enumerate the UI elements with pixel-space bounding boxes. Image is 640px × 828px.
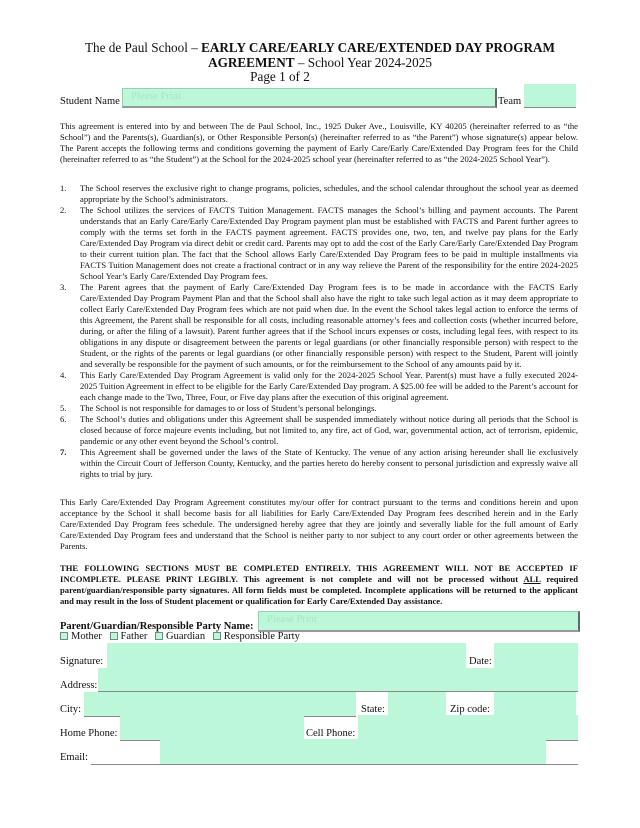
term-number: 3.	[60, 282, 67, 292]
notice-emphasis: ALL	[523, 574, 541, 584]
city-label: City:	[60, 704, 82, 715]
term-item	[60, 370, 578, 403]
term-number: 1.	[60, 183, 67, 193]
title-prefix: The de Paul School –	[84, 40, 202, 55]
city-field[interactable]	[84, 692, 356, 716]
parent-name-label: Parent/Guardian/Responsible Party Name:	[60, 621, 254, 632]
page-indicator: Page 1 of 2	[250, 69, 310, 84]
term-number: 2.	[60, 205, 67, 215]
team-underline	[524, 107, 576, 108]
email-label: Email:	[60, 752, 88, 763]
term-text: The School utilizes the services of FACTS Tuition Management. FACTS manages the School’s billing and payment accounts. The Parent understands that an Early Care/Early Care/Extended Day Program payment plan must be established with FACTS and Parent further agrees to comply with the terms set forth in the FACTS payment agreement. FACTS provides one, two, ten, and twelve pay plans for the Early Care/Extended Day Program via direct debit or credit card. Parents may opt to add the cost of the Early Care/Early Care/Extended Day Program to their current tuition plan. The fact that the School allows Early Care/Extended Day Program fees to be paid in multiple installments via FACTS Tuition Management does not create a fractional contract or in any way relieve the Parent of the responsibility for the entire 2024-2025 School Year’s Early Care/Extended Day Program fees.	[80, 205, 578, 281]
term-text: The School’s duties and obligations under this Agreement shall be suspended immediately without notice during all periods that the School is closed because of force majeure events including, but not limited to, any fire, act of God, war, governmental action, act of terrorism, epidemic, pandemic or any other event beyond the School’s control.	[80, 414, 578, 446]
parent-name-field[interactable]	[258, 611, 580, 632]
term-text: The School is not responsible for damages to or loss of Student’s personal belongings.	[80, 403, 377, 413]
title-agreement: AGREEMENT	[208, 55, 295, 70]
term-item	[60, 205, 578, 282]
term-item	[60, 183, 578, 205]
responsible-party-checkbox[interactable]	[213, 632, 221, 640]
state-label: State:	[361, 704, 385, 715]
term-number: 6.	[60, 414, 67, 424]
role-label: Responsible Party	[223, 631, 300, 642]
guardian-checkbox[interactable]	[155, 632, 163, 640]
role-mother[interactable]	[60, 631, 102, 642]
date-label: Date:	[469, 656, 492, 667]
term-text: This Agreement shall be governed under the laws of the State of Kentucky. The venue of any action arising hereunder shall lie exclusively within the Circuit Court of Jefferson County, Kentucky, and the parties hereto do hereby consent to personal jurisdiction and expressly waive all rights to trial by jury.	[80, 447, 578, 479]
zip-code-field[interactable]	[494, 692, 576, 716]
term-item	[60, 403, 578, 414]
cell-phone-field[interactable]	[358, 715, 578, 740]
email-field[interactable]	[160, 739, 546, 764]
title-school-year: – School Year 2024-2025	[294, 55, 432, 70]
home-phone-label: Home Phone:	[60, 728, 118, 739]
notice-text: THE FOLLOWING SECTIONS MUST BE COMPLETED ENTIRELY. THIS AGREEMENT WILL NOT BE ACCEPTED IF INCOMPLETE. PLEASE PRINT LEGIBLY. This agreement is not complete and will not be processed without	[60, 563, 578, 584]
title-bold: EARLY CARE/EARLY CARE/EXTENDED DAY PROGRAM	[201, 40, 556, 55]
student-name-placeholder: Please Print	[131, 91, 181, 102]
father-checkbox[interactable]	[110, 632, 118, 640]
document-title-line-1	[0, 40, 640, 55]
role-responsible-party[interactable]	[213, 631, 300, 642]
term-number: 7.	[60, 447, 67, 457]
state-field[interactable]	[388, 692, 446, 716]
term-number: 5.	[60, 403, 67, 413]
address-label: Address:	[60, 680, 98, 691]
term-text: The School reserves the exclusive right to change programs, policies, schedules, and the school calendar throughout the school year as deemed appropriate by the School’s administrators.	[80, 183, 578, 204]
role-father[interactable]	[110, 631, 148, 642]
role-guardian[interactable]	[155, 631, 205, 642]
date-field[interactable]	[494, 643, 578, 668]
notice-text: required parent/guardian/responsible party signatures. All form fields must be completed. Incomplete applications will be returned to the applicant and may result in the loss of Student placement or qualification for Early Care/Extended Day assistance.	[60, 574, 578, 606]
address-field[interactable]	[98, 668, 578, 691]
role-label: Father	[120, 631, 148, 642]
zip-code-label: Zip code:	[450, 704, 490, 715]
team-label: Team	[498, 96, 522, 107]
document-title-line-2	[0, 55, 640, 70]
term-number: 4.	[60, 370, 67, 380]
mother-checkbox[interactable]	[60, 632, 68, 640]
term-item	[60, 447, 578, 480]
terms-list	[60, 183, 578, 480]
term-item	[60, 414, 578, 447]
completion-notice	[60, 563, 578, 607]
term-text: The Parent agrees that the payment of Early Care/Extended Day Program fees is to be made in accordance with the FACTS Early Care/Extended Day Program Payment Plan and that the School shall also have the right to take such legal action as it may deem appropriate to collect Early Care/Extended Day Program fees which are not paid when due. In the event the School takes legal action to enforce the terms of this Agreement, the Parent shall be responsible for all costs, including reasonable attorney’s fees and collection costs (whether incurred before, during, or after the filing of a lawsuit). Parent further agrees that if the School incurs expenses or costs, including legal fees, with respect to its obligations in any dispute or disagreement between the parents or legal guardians (or other financially responsible person) with respect to the Student, or the rights of the parents or legal guardians (or other financially responsible person) with respect to the Student, Parent will jointly and severally be responsible for the payment of such amounts, or for the reimbursement to the School of any amounts paid by it.	[80, 282, 578, 369]
cell-phone-label: Cell Phone:	[306, 728, 356, 739]
student-name-label: Student Name	[60, 96, 120, 107]
role-label: Guardian	[166, 631, 206, 642]
team-field[interactable]	[524, 84, 576, 107]
signature-field[interactable]	[107, 643, 466, 668]
role-label: Mother	[71, 631, 102, 642]
student-name-field[interactable]	[122, 88, 497, 108]
signature-label: Signature:	[60, 656, 104, 667]
term-text: This Early Care/Extended Day Program Agreement is valid only for the 2024-2025 School Year. Parent(s) must have a fully executed 2024-2025 Tuition Agreement in effect to be eligible for the Early Care/Extended Day program. A $25.00 fee will be added to the Parent’s account for each change made to the Two, Three, Four, or Five day plans after the execution of this original agreement.	[80, 370, 578, 402]
offer-paragraph: This Early Care/Extended Day Program Agreement constitutes my/our offer for contract pursuant to the terms and conditions herein and upon acceptance by the School it shall become basis for all liabilities for Early Care/Extended Day Program fees described herein and in the Early Care/Extended Day Program fees schedule. The undersigned hereby agree that they are jointly and severally liable for the full amount of Early Care/Extended Day Program fees and understand that the School is neither party to nor subject to any court order or other agreements between the Parents.	[60, 497, 578, 551]
parent-name-placeholder: Please Print	[267, 614, 317, 625]
intro-paragraph: This agreement is entered into by and between The de Paul School, Inc., 1925 Duker Ave., Louisville, KY 40205 (hereinafter referred to as “the School”) and the Parents(s), Guardian(s), or Other Responsible Person(s) (hereinafter referred to as “the Parent”) whose signature(s) appear below. The Parent accepts the following terms and conditions governing the payment of Early Care/Early Care/Extended Day Program fees for the Child (hereinafter referred to as “the Student”) at the School for the 2024-2025 school year (hereinafter referred to as “the 2024-2025 School Year”).	[60, 121, 578, 164]
home-phone-field[interactable]	[120, 715, 304, 740]
relationship-checkboxes	[60, 631, 305, 643]
term-item	[60, 282, 578, 370]
email-underline	[91, 764, 578, 765]
